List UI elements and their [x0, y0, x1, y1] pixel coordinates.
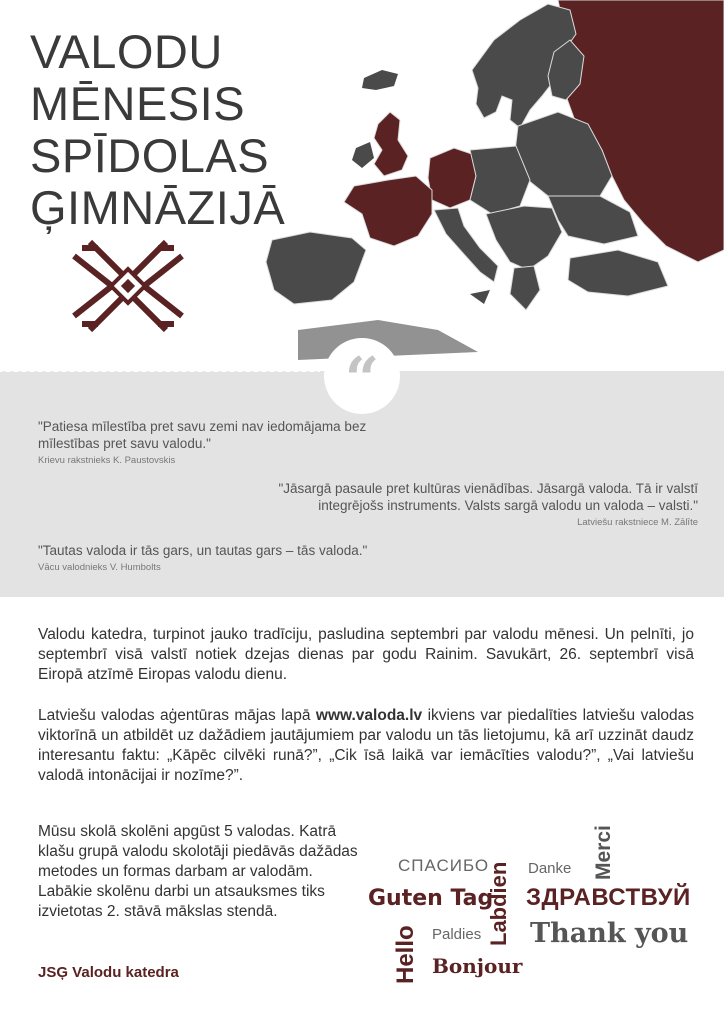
body-paragraph-2 — [38, 706, 694, 786]
quote-author: Latviešu rakstniece M. Zālīte — [577, 517, 698, 528]
word-danke: Danke — [528, 860, 572, 877]
map-region-ireland — [352, 142, 374, 168]
word-bonjour: Bonjour — [432, 954, 523, 978]
greeting-word-cloud — [360, 800, 724, 1020]
signature: JSĢ Valodu katedra — [38, 964, 179, 981]
word-guten-tag: Guten Tag — [368, 886, 494, 911]
word-paldies: Paldies — [432, 926, 482, 943]
title-line: ĢIMNĀZIJĀ — [30, 181, 286, 234]
body-paragraph-3: Mūsu skolā skolēni apgūst 5 valodas. Katrā klašu grupā valodu skolotāji piedāvās dažādas metodes un formas darbam ar valodām. Labākie skolēnu darbi un atsauksmes tiks izvietotas 2. stāvā mākslas stendā. — [38, 823, 358, 920]
title-line: SPĪDOLAS — [30, 129, 270, 182]
paragraph-text: Latviešu valodas aģentūras mājas lapā — [38, 707, 316, 724]
school-logo-icon — [68, 236, 188, 336]
paragraph-text: ikviens var piedalīties latviešu valodas viktorīnā un atbildēt uz dažādiem jautājumiem par valodu un tās lietojumu, kā arī uzzināt daudz interesantu faktu: „Kāpēc cilvēki runā?”, „Cik īsā laikā var iemācīties valodu?”, „Vai latviešu valodā intonācijai ir nozīme?”. — [38, 707, 694, 784]
quote-author: Krievu rakstnieks K. Paustovskis — [38, 455, 176, 466]
map-region-greece — [510, 266, 540, 310]
map-region-germany — [428, 148, 476, 208]
map-region-france — [344, 176, 432, 246]
word-labdien: Labdien — [486, 861, 511, 946]
body-paragraph-1: Valodu katedra, turpinot jauko tradīciju, pasludina septembri par valodu mēnesi. Un pelnīti, jo septembrī visā valstī notiek dzejas dienas par godu Rainim. Savukārt, 26. septembrī visā Eiropā atzīmē Eiropas valodu dienu. — [38, 626, 694, 683]
word-thank-you: Thank you — [530, 918, 689, 949]
word-merci: Merci — [592, 825, 615, 880]
word-hello: Hello — [392, 925, 419, 984]
map-region-ukraine — [548, 196, 638, 244]
quote-badge — [324, 338, 400, 414]
map-region-balkans — [486, 206, 562, 270]
title-line: MĒNESIS — [30, 77, 246, 130]
map-region-iceland — [362, 70, 398, 90]
quote-author: Vācu valodnieks V. Humbolts — [38, 562, 161, 573]
europe-map — [258, 0, 724, 360]
page-title — [30, 26, 285, 234]
valoda-link[interactable]: www.valoda.lv — [315, 707, 423, 724]
band-scallop-edge — [0, 594, 724, 600]
quote-3 — [38, 542, 438, 574]
map-region-sicily — [470, 290, 490, 304]
title-line: VALODU — [30, 25, 223, 78]
quote-text: "Jāsargā pasaule pret kultūras vienādības. Jāsargā valoda. Tā ir valstī integrējošs instruments. Valsts sargā valodu un valoda – valsti." — [278, 481, 698, 513]
quote-text: "Patiesa mīlestība pret savu zemi nav iedomājama bez mīlestības pret savu valodu." — [38, 419, 367, 451]
word-zdravstvuy: ЗДРАВСТВУЙ — [526, 884, 691, 911]
map-region-turkey — [568, 250, 668, 296]
quote-text: "Tautas valoda ir tās gars, un tautas gars – tās valoda." — [38, 543, 368, 558]
word-spasibo: СПАСИБО — [398, 856, 490, 875]
quotation-mark-icon: “ — [344, 345, 380, 415]
map-region-uk — [374, 112, 408, 176]
map-region-iberia — [266, 232, 366, 304]
quote-1 — [38, 418, 398, 467]
quote-2 — [238, 480, 698, 529]
